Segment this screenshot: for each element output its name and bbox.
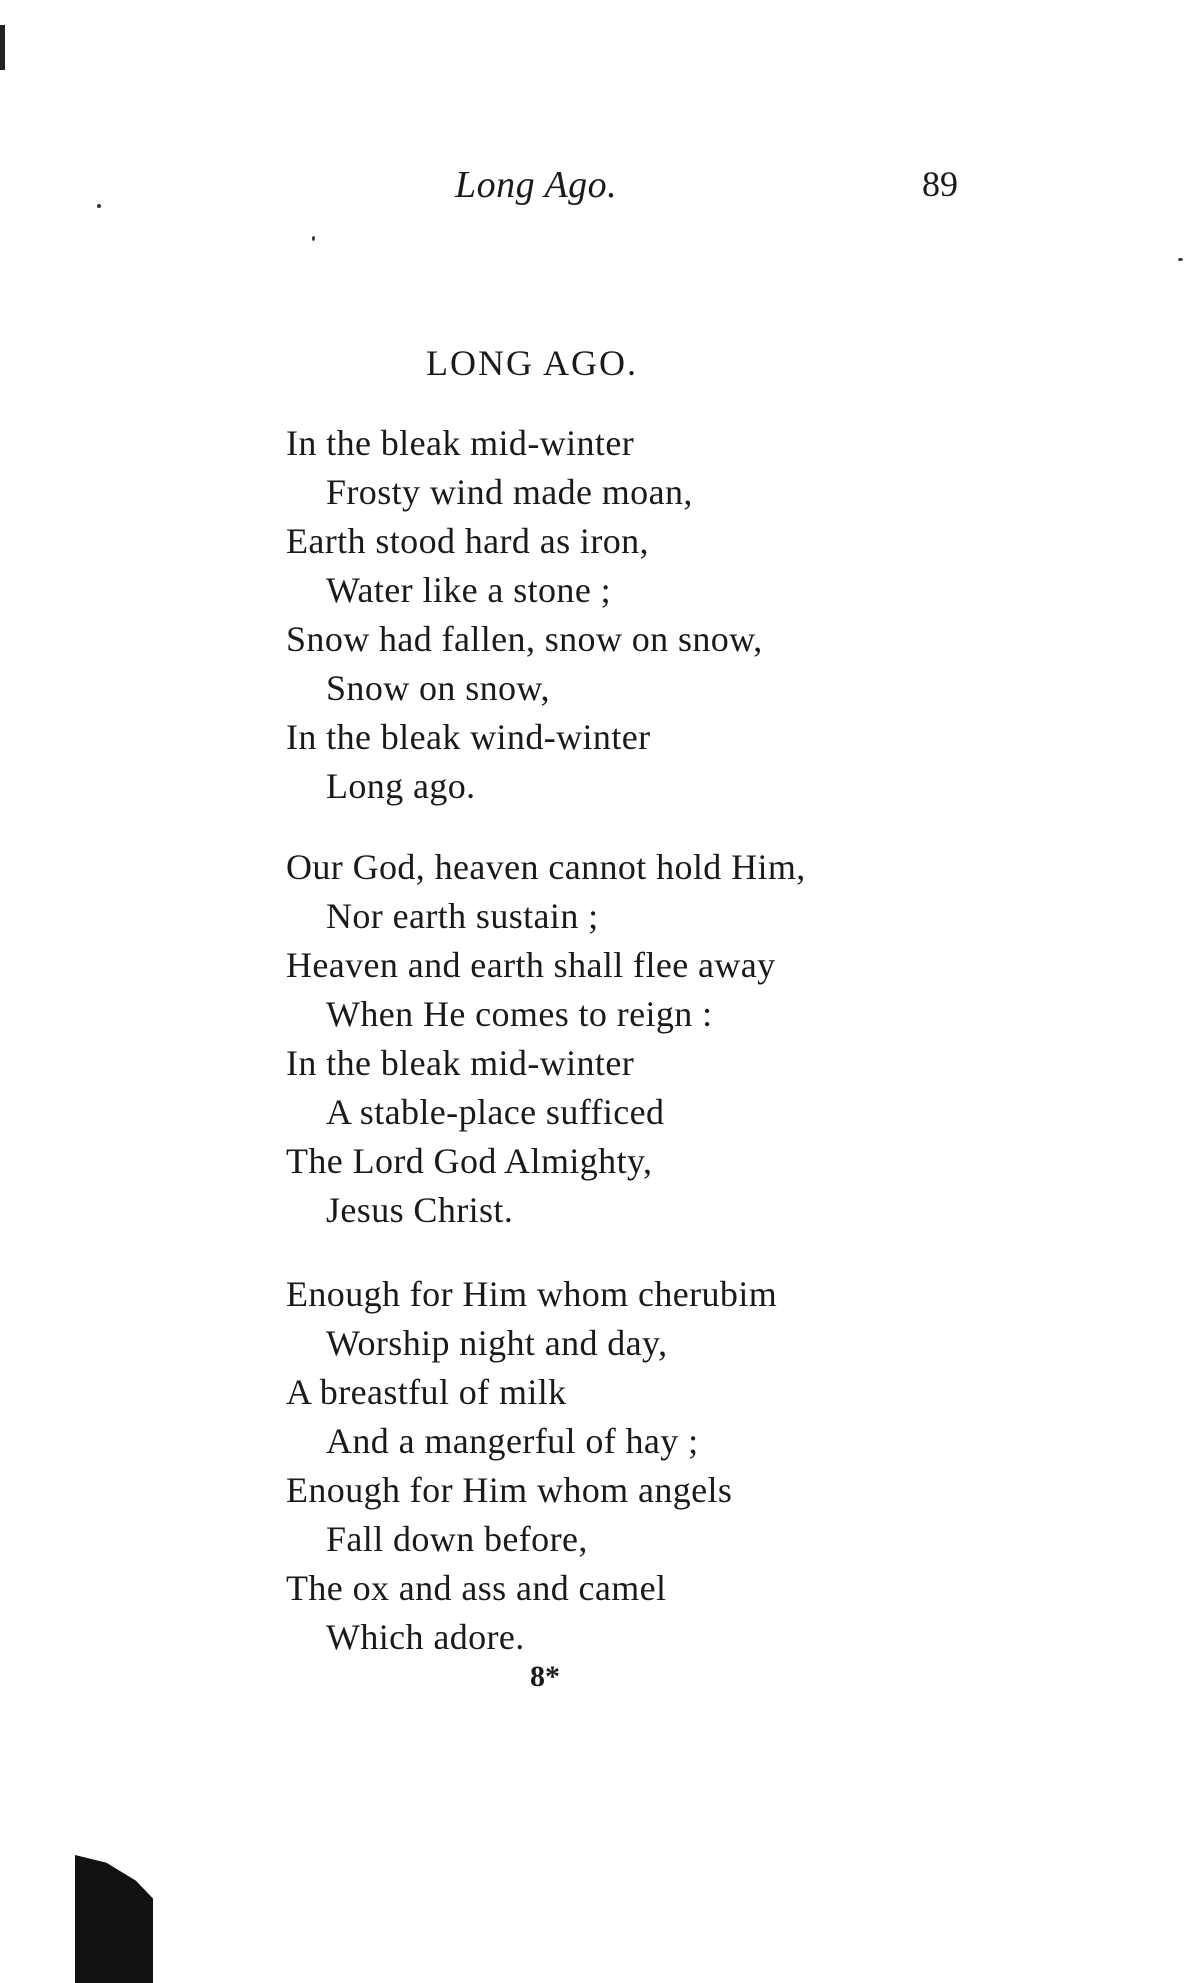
poem-line: And a mangerful of hay ; [326, 1421, 699, 1461]
poem-line: Which adore. [326, 1617, 525, 1657]
scan-speck [1178, 258, 1183, 261]
stanza-1 [286, 419, 986, 811]
running-head [0, 163, 1197, 213]
poem-line: Enough for Him whom angels [286, 1470, 733, 1510]
stanza-3 [286, 1270, 986, 1662]
poem-line: A stable-place sufficed [326, 1092, 665, 1132]
poem-line: Enough for Him whom cherubim [286, 1274, 778, 1314]
scan-edge-mark [0, 25, 5, 70]
poem-line: When He comes to reign : [326, 994, 713, 1034]
poem-line: Water like a stone ; [326, 570, 611, 610]
poem-line: Nor earth sustain ; [326, 896, 599, 936]
poem-line: In the bleak mid-winter [286, 1043, 635, 1083]
page-number: 89 [922, 164, 958, 204]
poem-line: Frosty wind made moan, [326, 472, 693, 512]
scan-edge-shadow [75, 1855, 153, 1983]
scan-speck [312, 236, 315, 241]
poem-line: Long ago. [326, 766, 476, 806]
poem-line: Our God, heaven cannot hold Him, [286, 847, 806, 887]
poem-line: Earth stood hard as iron, [286, 521, 649, 561]
poem-line: The Lord God Almighty, [286, 1141, 653, 1181]
poem-line: Fall down before, [326, 1519, 588, 1559]
poem-line: A breastful of milk [286, 1372, 567, 1412]
poem-line: Snow on snow, [326, 668, 550, 708]
poem-line: Jesus Christ. [326, 1190, 514, 1230]
stanza-2 [286, 843, 986, 1235]
poem-line: Snow had fallen, snow on snow, [286, 619, 763, 659]
poem-line: In the bleak wind-winter [286, 717, 651, 757]
signature-mark: 8* [530, 1660, 560, 1693]
poem-line: The ox and ass and camel [286, 1568, 667, 1608]
poem-line: In the bleak mid-winter [286, 423, 635, 463]
poem-line: Worship night and day, [326, 1323, 668, 1363]
running-title: Long Ago. [455, 164, 618, 206]
poem-title: LONG AGO. [426, 343, 638, 383]
poem-line: Heaven and earth shall flee away [286, 945, 776, 985]
